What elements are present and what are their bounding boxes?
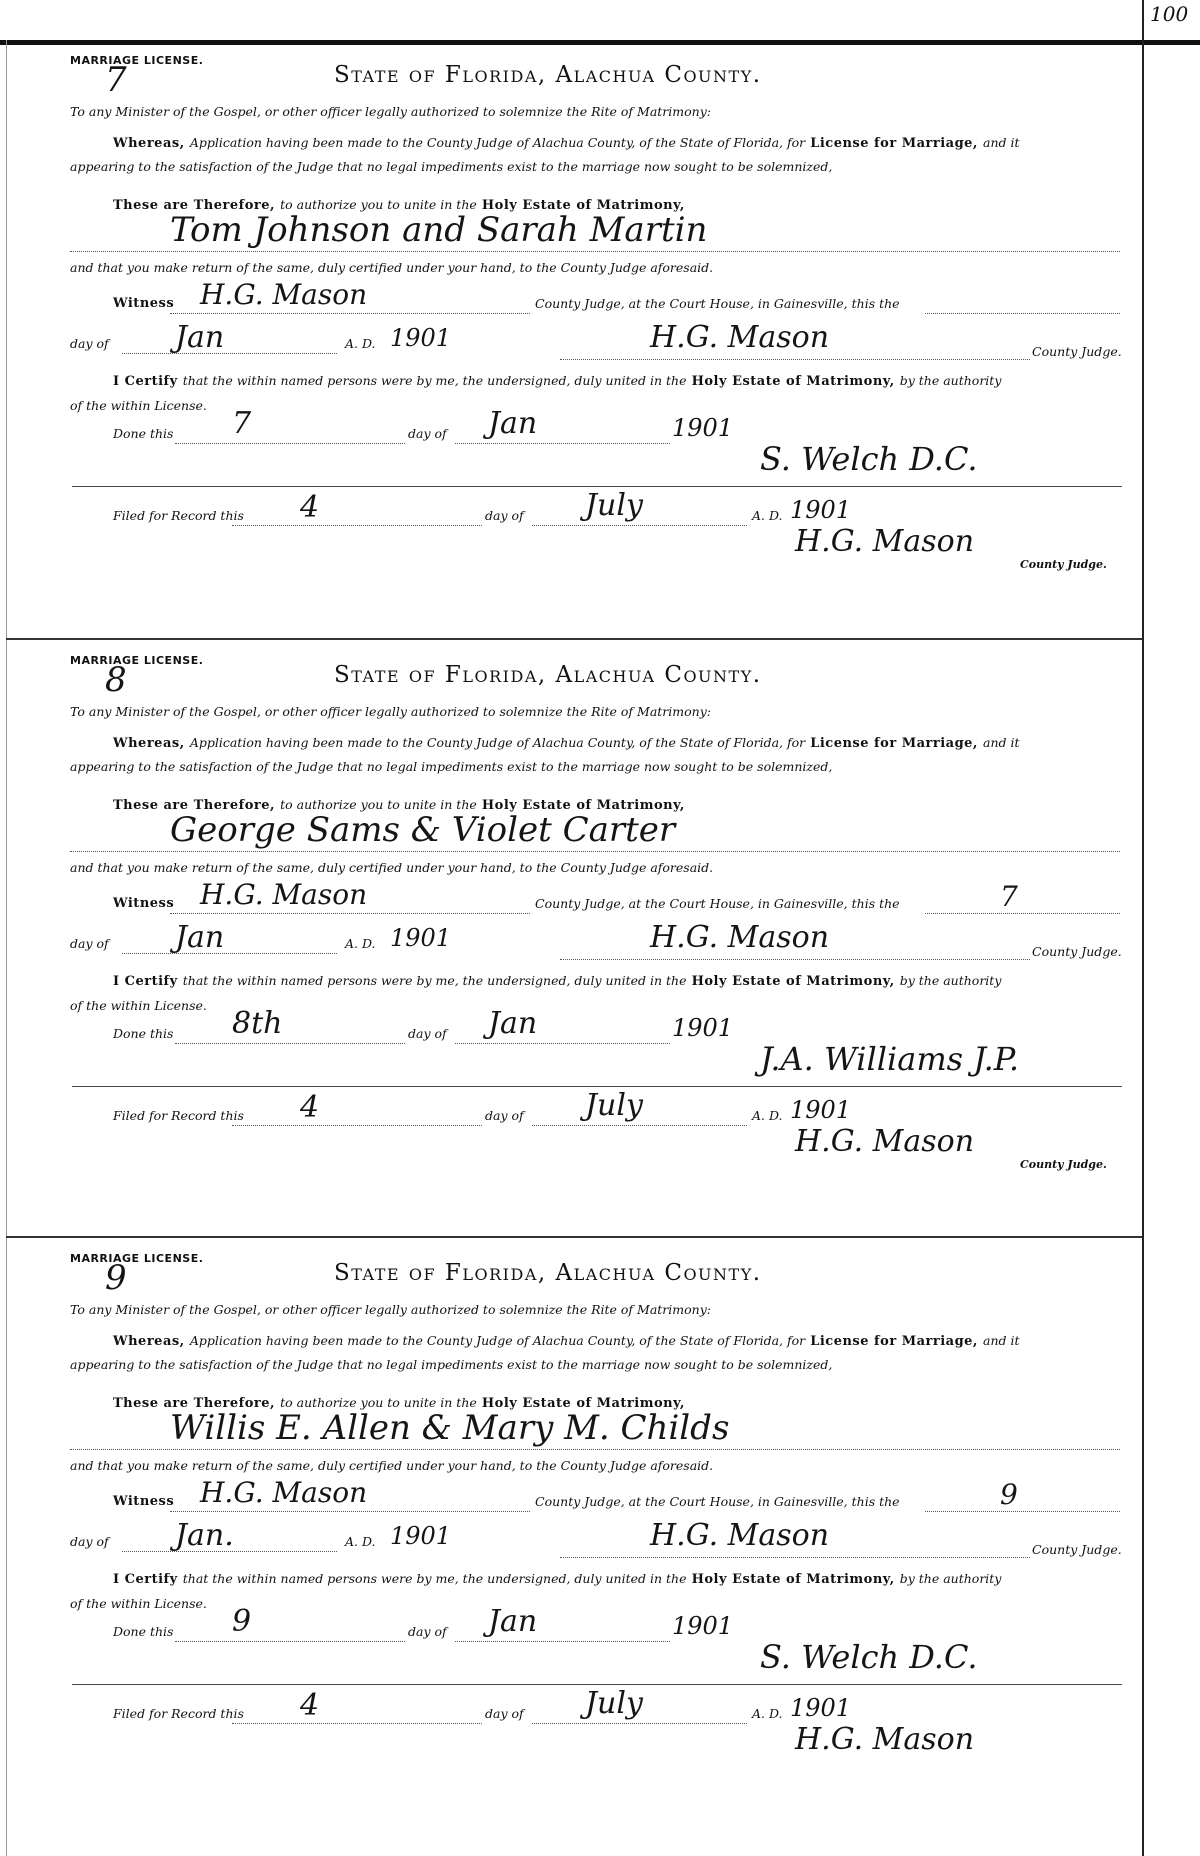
done-day-line bbox=[175, 1640, 405, 1642]
county-judge-label: County Judge. bbox=[1032, 1542, 1122, 1557]
certify-text: that the within named persons were by me, the undersigned, duly united in the bbox=[182, 973, 687, 988]
done-this-text: Done this bbox=[113, 1026, 174, 1041]
filed-day: 4 bbox=[300, 490, 320, 525]
filed-day-line bbox=[232, 1124, 482, 1126]
filed-text: Filed for Record this bbox=[113, 1706, 244, 1721]
filed-day-line bbox=[232, 1722, 482, 1724]
witness-word: Witness bbox=[113, 896, 175, 911]
done-this-text: Done this bbox=[113, 1624, 174, 1639]
whereas-line bbox=[113, 732, 1020, 751]
address-line: To any Minister of the Gospel, or other officer legally authorized to solemnize the Rite of Matrimony: bbox=[70, 704, 711, 719]
done-month-line bbox=[455, 1640, 670, 1642]
marriage-license-record bbox=[0, 640, 1140, 1240]
filed-day-line bbox=[232, 524, 482, 526]
couple-names: Willis E. Allen & Mary M. Childs bbox=[170, 1408, 730, 1448]
witness-word: Witness bbox=[113, 1494, 175, 1509]
authorize-text: to authorize you to unite in the bbox=[280, 797, 477, 812]
done-year: 1901 bbox=[672, 414, 734, 442]
return-line: and that you make return of the same, duly certified under your hand, to the County Judge aforesaid. bbox=[70, 260, 714, 275]
witness-signature: H.G. Mason bbox=[200, 878, 368, 911]
license-heading: State of Florida, Alachua County. bbox=[334, 1260, 762, 1286]
filed-month: July bbox=[585, 1686, 643, 1721]
license-label: MARRIAGE LICENSE. bbox=[70, 1252, 204, 1265]
county-judge-small: County Judge. bbox=[1020, 558, 1107, 571]
judge-line bbox=[560, 1556, 1030, 1558]
ad-text-2: A. D. bbox=[752, 1706, 783, 1721]
within-license-text: of the within License. bbox=[70, 1596, 207, 1611]
filed-month-line bbox=[532, 524, 747, 526]
witness-signature: H.G. Mason bbox=[200, 278, 368, 311]
filed-divider bbox=[72, 1086, 1122, 1087]
right-margin-rule bbox=[1142, 0, 1144, 1856]
by-authority-text: by the authority bbox=[899, 1571, 1002, 1586]
done-day: 8th bbox=[232, 1006, 283, 1041]
certify-line bbox=[113, 970, 1001, 989]
return-line: and that you make return of the same, duly certified under your hand, to the County Judge aforesaid. bbox=[70, 860, 714, 875]
address-line: To any Minister of the Gospel, or other officer legally authorized to solemnize the Rite of Matrimony: bbox=[70, 104, 711, 119]
filed-year: 1901 bbox=[790, 1096, 852, 1124]
witness-day-line bbox=[925, 312, 1120, 314]
ad-text: A. D. bbox=[345, 936, 376, 951]
whereas-word: Whereas, bbox=[113, 136, 185, 151]
judge-signature: H.G. Mason bbox=[650, 1518, 830, 1553]
done-day: 7 bbox=[232, 406, 252, 441]
filed-day: 4 bbox=[300, 1688, 320, 1723]
filed-day: 4 bbox=[300, 1090, 320, 1125]
judge-line bbox=[560, 358, 1030, 360]
filed-signature: H.G. Mason bbox=[795, 1124, 975, 1159]
names-line bbox=[70, 1448, 1120, 1450]
filed-text: Filed for Record this bbox=[113, 1108, 244, 1123]
return-line: and that you make return of the same, duly certified under your hand, to the County Judge aforesaid. bbox=[70, 1458, 714, 1473]
filed-month-line bbox=[532, 1124, 747, 1126]
filed-divider bbox=[72, 486, 1122, 487]
holy-estate-text: Holy Estate of Matrimony, bbox=[481, 1396, 685, 1411]
officiant-signature: J.A. Williams J.P. bbox=[760, 1040, 1019, 1078]
witness-line bbox=[170, 312, 530, 314]
certify-word: I Certify bbox=[113, 1572, 178, 1587]
by-authority-text: by the authority bbox=[899, 973, 1002, 988]
holy-estate-text: Holy Estate of Matrimony, bbox=[481, 798, 685, 813]
judge-signature: H.G. Mason bbox=[650, 320, 830, 355]
these-word: These are Therefore, bbox=[113, 1396, 276, 1411]
names-line bbox=[70, 850, 1120, 852]
witness-day: 9 bbox=[1000, 1478, 1018, 1511]
done-day-line bbox=[175, 1042, 405, 1044]
couple-names: George Sams & Violet Carter bbox=[170, 810, 676, 850]
witness-line bbox=[170, 912, 530, 914]
ad-text: A. D. bbox=[345, 1534, 376, 1549]
license-month: Jan. bbox=[175, 1518, 234, 1553]
certify-word: I Certify bbox=[113, 974, 178, 989]
filed-year: 1901 bbox=[790, 496, 852, 524]
holy-estate-text-2: Holy Estate of Matrimony, bbox=[691, 974, 895, 989]
day-of-text-3: day of bbox=[485, 508, 524, 523]
whereas-line bbox=[113, 1330, 1020, 1349]
done-month-line bbox=[455, 1042, 670, 1044]
license-heading: State of Florida, Alachua County. bbox=[334, 662, 762, 688]
officiant-signature: S. Welch D.C. bbox=[760, 440, 978, 478]
license-number: 7 bbox=[105, 60, 127, 100]
section-divider bbox=[6, 638, 1142, 640]
done-year: 1901 bbox=[672, 1014, 734, 1042]
witness-text: County Judge, at the Court House, in Gainesville, this the bbox=[535, 296, 900, 311]
month-line bbox=[122, 352, 337, 354]
done-month-line bbox=[455, 442, 670, 444]
done-day-line bbox=[175, 442, 405, 444]
certify-word: I Certify bbox=[113, 374, 178, 389]
certify-text: that the within named persons were by me, the undersigned, duly united in the bbox=[182, 1571, 687, 1586]
holy-estate-text: Holy Estate of Matrimony, bbox=[481, 198, 685, 213]
witness-text: County Judge, at the Court House, in Gainesville, this the bbox=[535, 896, 900, 911]
county-judge-label: County Judge. bbox=[1032, 344, 1122, 359]
ad-text-2: A. D. bbox=[752, 1108, 783, 1123]
whereas-line bbox=[113, 132, 1020, 151]
license-for-marriage: License for Marriage, bbox=[810, 1334, 978, 1349]
done-month: Jan bbox=[488, 1006, 538, 1041]
ad-text-2: A. D. bbox=[752, 508, 783, 523]
holy-estate-text-2: Holy Estate of Matrimony, bbox=[691, 374, 895, 389]
certify-line bbox=[113, 1568, 1001, 1587]
whereas-word: Whereas, bbox=[113, 736, 185, 751]
and-it-text: and it bbox=[983, 1333, 1020, 1348]
done-month: Jan bbox=[488, 1604, 538, 1639]
filed-text: Filed for Record this bbox=[113, 508, 244, 523]
authorize-text: to authorize you to unite in the bbox=[280, 1395, 477, 1410]
day-of-text-2: day of bbox=[408, 1624, 447, 1639]
license-year: 1901 bbox=[390, 1522, 452, 1550]
license-label: MARRIAGE LICENSE. bbox=[70, 54, 204, 67]
license-number: 9 bbox=[105, 1258, 127, 1298]
license-number: 8 bbox=[105, 660, 127, 700]
filed-signature: H.G. Mason bbox=[795, 1722, 975, 1757]
license-month: Jan bbox=[175, 920, 225, 955]
certify-line bbox=[113, 370, 1001, 389]
county-judge-label: County Judge. bbox=[1032, 944, 1122, 959]
whereas-text: Application having been made to the County Judge of Alachua County, of the State of Florida, for bbox=[189, 135, 806, 150]
license-for-marriage: License for Marriage, bbox=[810, 136, 978, 151]
day-of-text: day of bbox=[70, 1534, 109, 1549]
certify-text: that the within named persons were by me, the undersigned, duly united in the bbox=[182, 373, 687, 388]
license-label: MARRIAGE LICENSE. bbox=[70, 654, 204, 667]
witness-day-line bbox=[925, 1510, 1120, 1512]
holy-estate-text-2: Holy Estate of Matrimony, bbox=[691, 1572, 895, 1587]
authorize-text: to authorize you to unite in the bbox=[280, 197, 477, 212]
names-line bbox=[70, 250, 1120, 252]
ad-text: A. D. bbox=[345, 336, 376, 351]
month-line bbox=[122, 952, 337, 954]
and-it-text: and it bbox=[983, 135, 1020, 150]
appearing-line: appearing to the satisfaction of the Judge that no legal impediments exist to the marriage now sought to be solemnized, bbox=[70, 759, 833, 774]
day-of-text: day of bbox=[70, 936, 109, 951]
witness-day: 7 bbox=[1000, 880, 1018, 913]
filed-month: July bbox=[585, 1088, 643, 1123]
whereas-word: Whereas, bbox=[113, 1334, 185, 1349]
these-word: These are Therefore, bbox=[113, 798, 276, 813]
and-it-text: and it bbox=[983, 735, 1020, 750]
whereas-text: Application having been made to the County Judge of Alachua County, of the State of Florida, for bbox=[189, 735, 806, 750]
witness-word: Witness bbox=[113, 296, 175, 311]
marriage-license-record bbox=[0, 40, 1140, 640]
by-authority-text: by the authority bbox=[899, 373, 1002, 388]
day-of-text-3: day of bbox=[485, 1108, 524, 1123]
done-day: 9 bbox=[232, 1604, 252, 1639]
couple-names: Tom Johnson and Sarah Martin bbox=[170, 210, 708, 250]
day-of-text-3: day of bbox=[485, 1706, 524, 1721]
appearing-line: appearing to the satisfaction of the Judge that no legal impediments exist to the marriage now sought to be solemnized, bbox=[70, 1357, 833, 1372]
section-divider bbox=[6, 1236, 1142, 1238]
these-word: These are Therefore, bbox=[113, 198, 276, 213]
address-line: To any Minister of the Gospel, or other officer legally authorized to solemnize the Rite of Matrimony: bbox=[70, 1302, 711, 1317]
filed-signature: H.G. Mason bbox=[795, 524, 975, 559]
done-this-text: Done this bbox=[113, 426, 174, 441]
witness-signature: H.G. Mason bbox=[200, 1476, 368, 1509]
whereas-text: Application having been made to the County Judge of Alachua County, of the State of Florida, for bbox=[189, 1333, 806, 1348]
filed-month-line bbox=[532, 1722, 747, 1724]
within-license-text: of the within License. bbox=[70, 398, 207, 413]
corner-page-mark: 100 bbox=[1150, 2, 1189, 26]
filed-month: July bbox=[585, 488, 643, 523]
filed-divider bbox=[72, 1684, 1122, 1685]
county-judge-small: County Judge. bbox=[1020, 1158, 1107, 1171]
witness-text: County Judge, at the Court House, in Gainesville, this the bbox=[535, 1494, 900, 1509]
done-month: Jan bbox=[488, 406, 538, 441]
license-for-marriage: License for Marriage, bbox=[810, 736, 978, 751]
marriage-license-record bbox=[0, 1238, 1140, 1838]
appearing-line: appearing to the satisfaction of the Judge that no legal impediments exist to the marriage now sought to be solemnized, bbox=[70, 159, 833, 174]
filed-year: 1901 bbox=[790, 1694, 852, 1722]
day-of-text-2: day of bbox=[408, 426, 447, 441]
license-year: 1901 bbox=[390, 924, 452, 952]
witness-line bbox=[170, 1510, 530, 1512]
judge-line bbox=[560, 958, 1030, 960]
witness-day-line bbox=[925, 912, 1120, 914]
within-license-text: of the within License. bbox=[70, 998, 207, 1013]
day-of-text-2: day of bbox=[408, 1026, 447, 1041]
license-year: 1901 bbox=[390, 324, 452, 352]
judge-signature: H.G. Mason bbox=[650, 920, 830, 955]
license-heading: State of Florida, Alachua County. bbox=[334, 62, 762, 88]
officiant-signature: S. Welch D.C. bbox=[760, 1638, 978, 1676]
done-year: 1901 bbox=[672, 1612, 734, 1640]
day-of-text: day of bbox=[70, 336, 109, 351]
license-month: Jan bbox=[175, 320, 225, 355]
